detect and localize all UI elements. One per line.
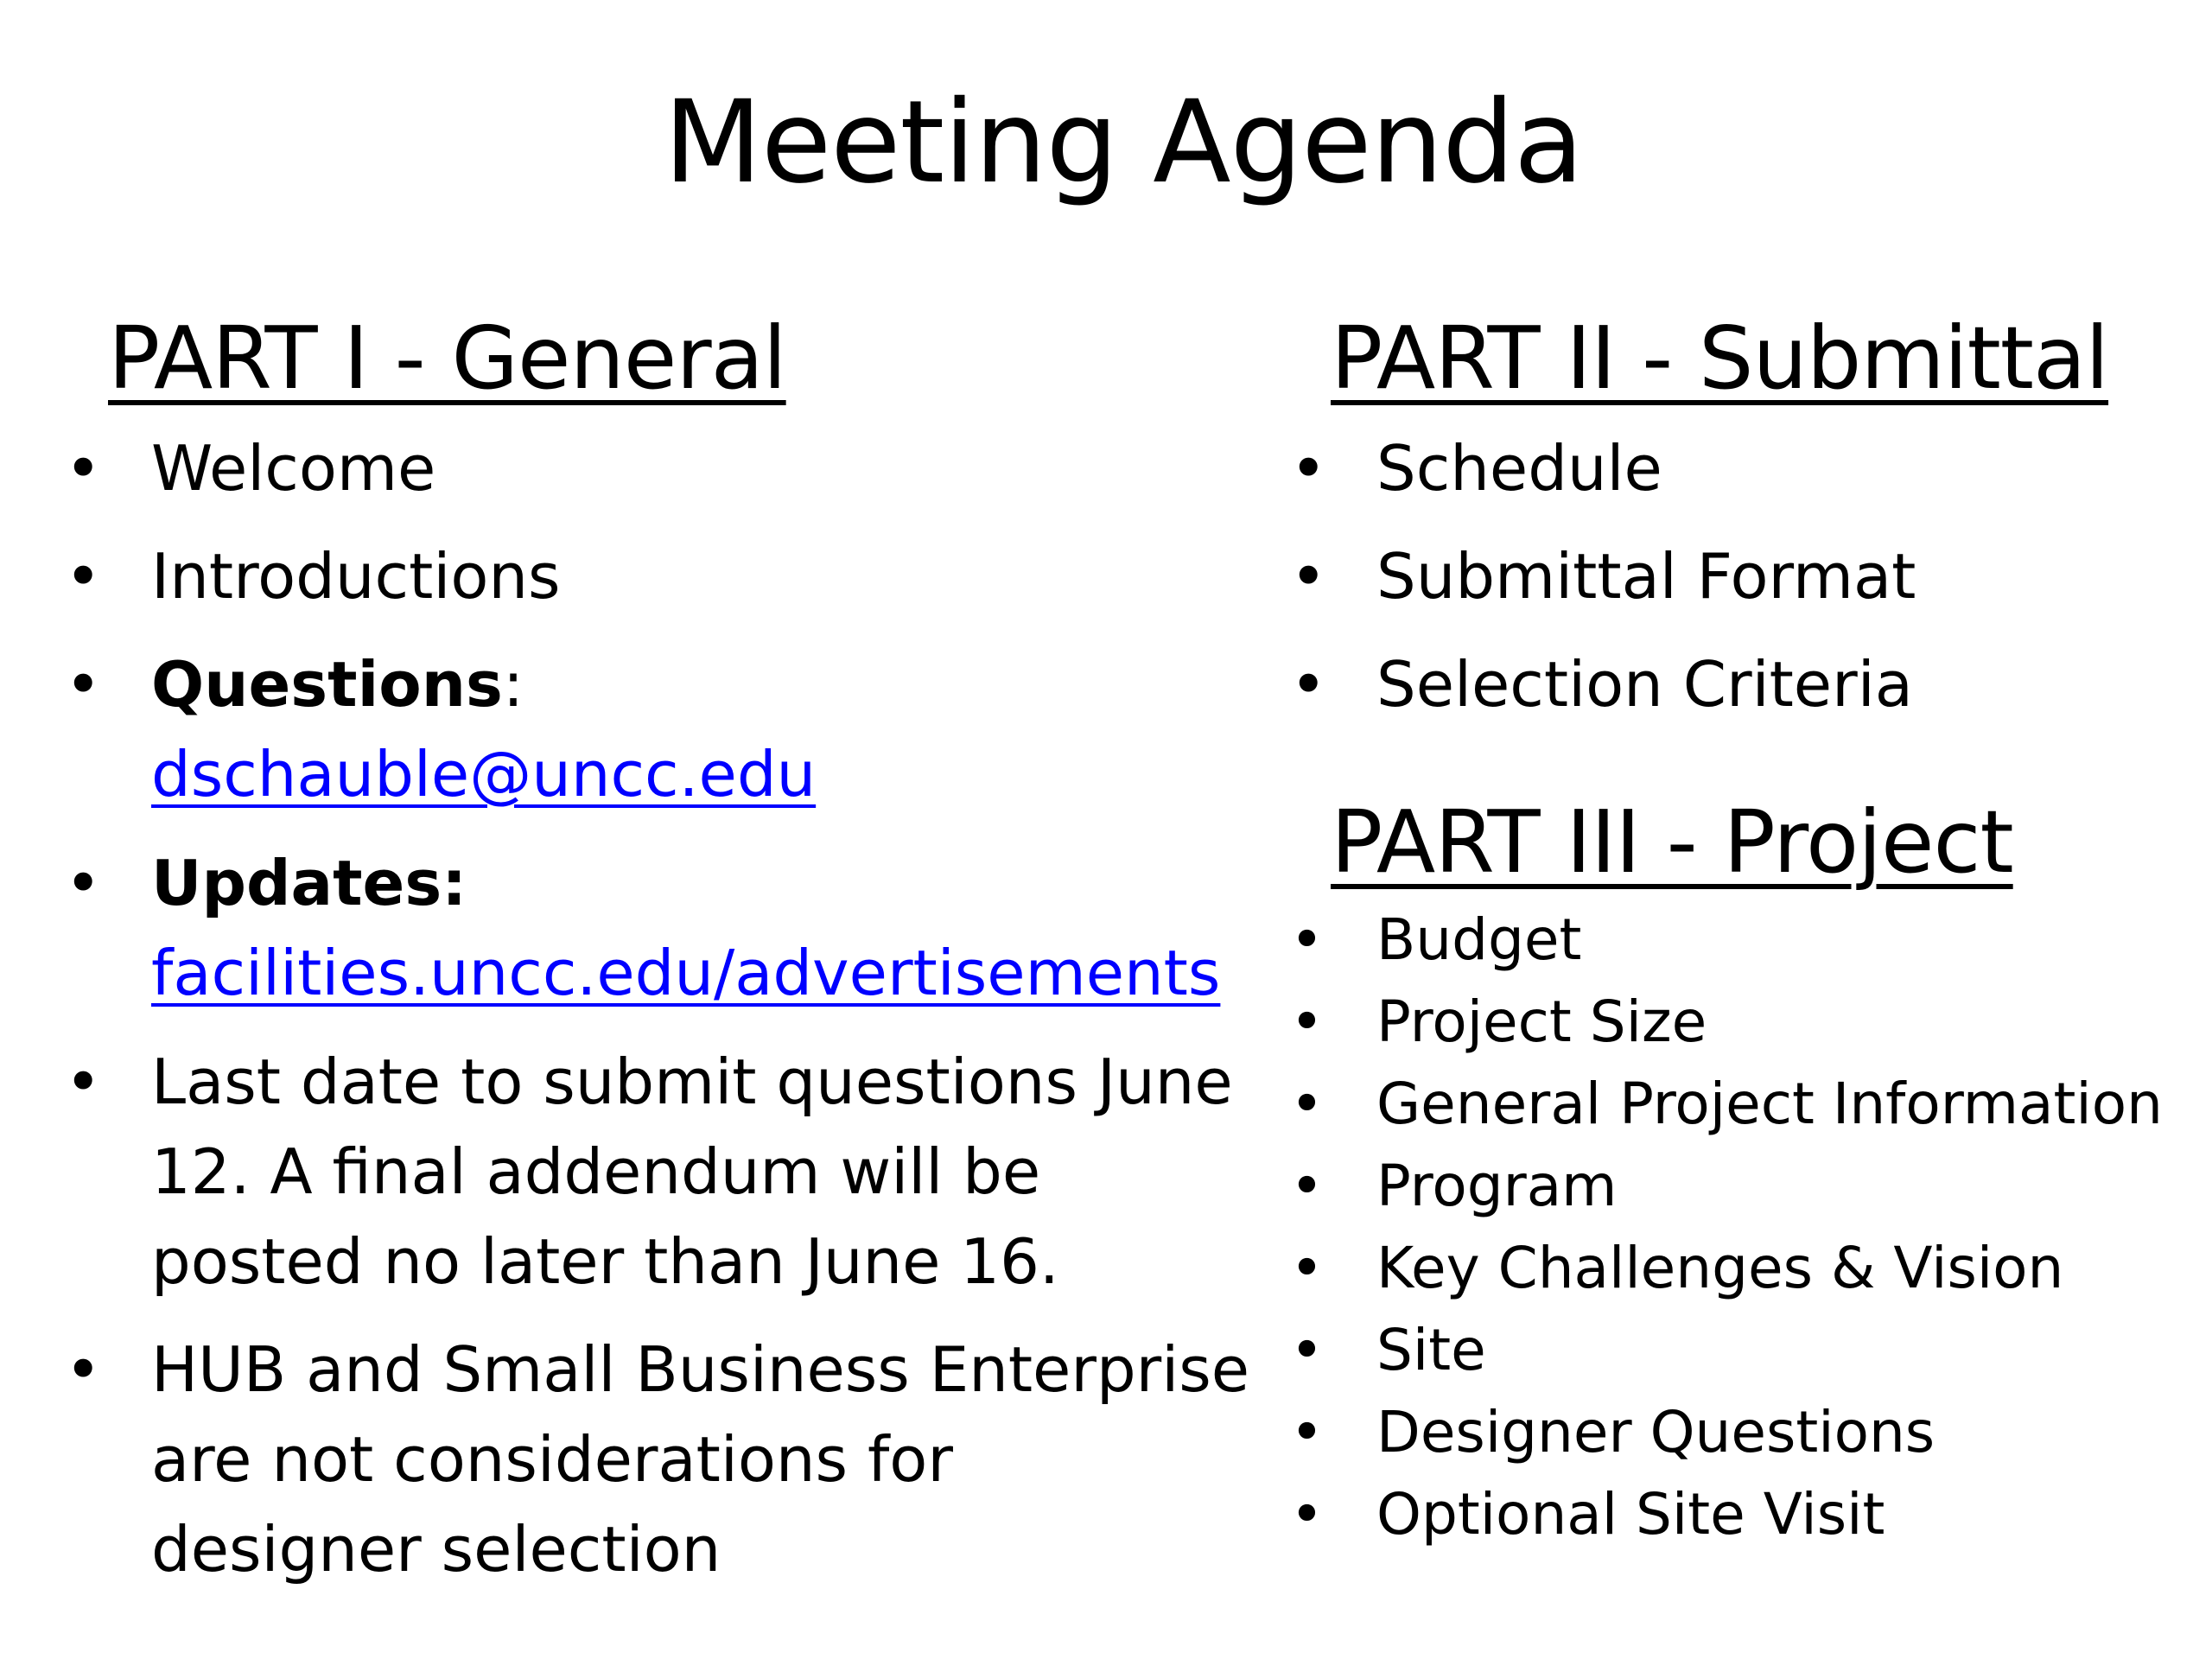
slide-title: Meeting Agenda	[664, 76, 1583, 209]
bullet-icon: •	[65, 648, 102, 721]
last-date-line1: Last date to submit questions June	[151, 1046, 1233, 1118]
part1-heading: PART I - General	[108, 308, 786, 409]
bullet-icon: •	[65, 540, 102, 613]
list-item-label: Key Challenges & Vision	[1376, 1235, 2064, 1301]
list-item-label: Selection Criteria	[1376, 648, 1913, 721]
list-item-label: Introductions	[151, 540, 561, 613]
bullet-icon: •	[1290, 540, 1327, 613]
questions-label-line	[151, 639, 524, 729]
list-item-label: Site	[1376, 1317, 1486, 1383]
bullet-icon: •	[1290, 1153, 1324, 1219]
list-item-label: Program	[1376, 1153, 1618, 1219]
questions-colon: :	[502, 648, 524, 721]
list-item-label: Budget	[1376, 906, 1582, 973]
hub-line3: designer selection	[151, 1513, 721, 1586]
hub-line1: HUB and Small Business Enterprise	[151, 1333, 1250, 1406]
bullet-icon: •	[1290, 432, 1327, 505]
bullet-icon: •	[1290, 1481, 1324, 1548]
part2-heading: PART II - Submittal	[1331, 308, 2109, 409]
list-item-label: Optional Site Visit	[1376, 1481, 1885, 1548]
bullet-icon: •	[1290, 906, 1324, 973]
bullet-icon: •	[1290, 1235, 1324, 1301]
last-date-line2: 12. A final addendum will be	[151, 1135, 1041, 1208]
list-item-label: Welcome	[151, 432, 436, 505]
bullet-icon: •	[1290, 1317, 1324, 1383]
bullet-icon: •	[65, 1333, 102, 1406]
questions-email-link[interactable]: dschauble@uncc.edu	[151, 738, 817, 810]
list-item-label: Designer Questions	[1376, 1399, 1936, 1465]
list-item-label: Schedule	[1376, 432, 1662, 505]
updates-url-link[interactable]: facilities.uncc.edu/advertisements	[151, 937, 1221, 1009]
part3-heading: PART III - Project	[1331, 791, 2013, 893]
bullet-icon: •	[65, 847, 102, 919]
bullet-icon: •	[1290, 1071, 1324, 1137]
list-item-label: General Project Information	[1376, 1071, 2163, 1137]
list-item-label: Project Size	[1376, 988, 1707, 1055]
bullet-icon: •	[65, 1046, 102, 1118]
hub-line2: are not considerations for	[151, 1423, 953, 1496]
last-date-line3: posted no later than June 16.	[151, 1225, 1059, 1298]
bullet-icon: •	[1290, 988, 1324, 1055]
bullet-icon: •	[65, 432, 102, 505]
bullet-icon: •	[1290, 648, 1327, 721]
bullet-icon: •	[1290, 1399, 1324, 1465]
questions-label: Questions	[151, 648, 503, 721]
updates-label: Updates:	[151, 847, 467, 919]
list-item-label: Submittal Format	[1376, 540, 1916, 613]
